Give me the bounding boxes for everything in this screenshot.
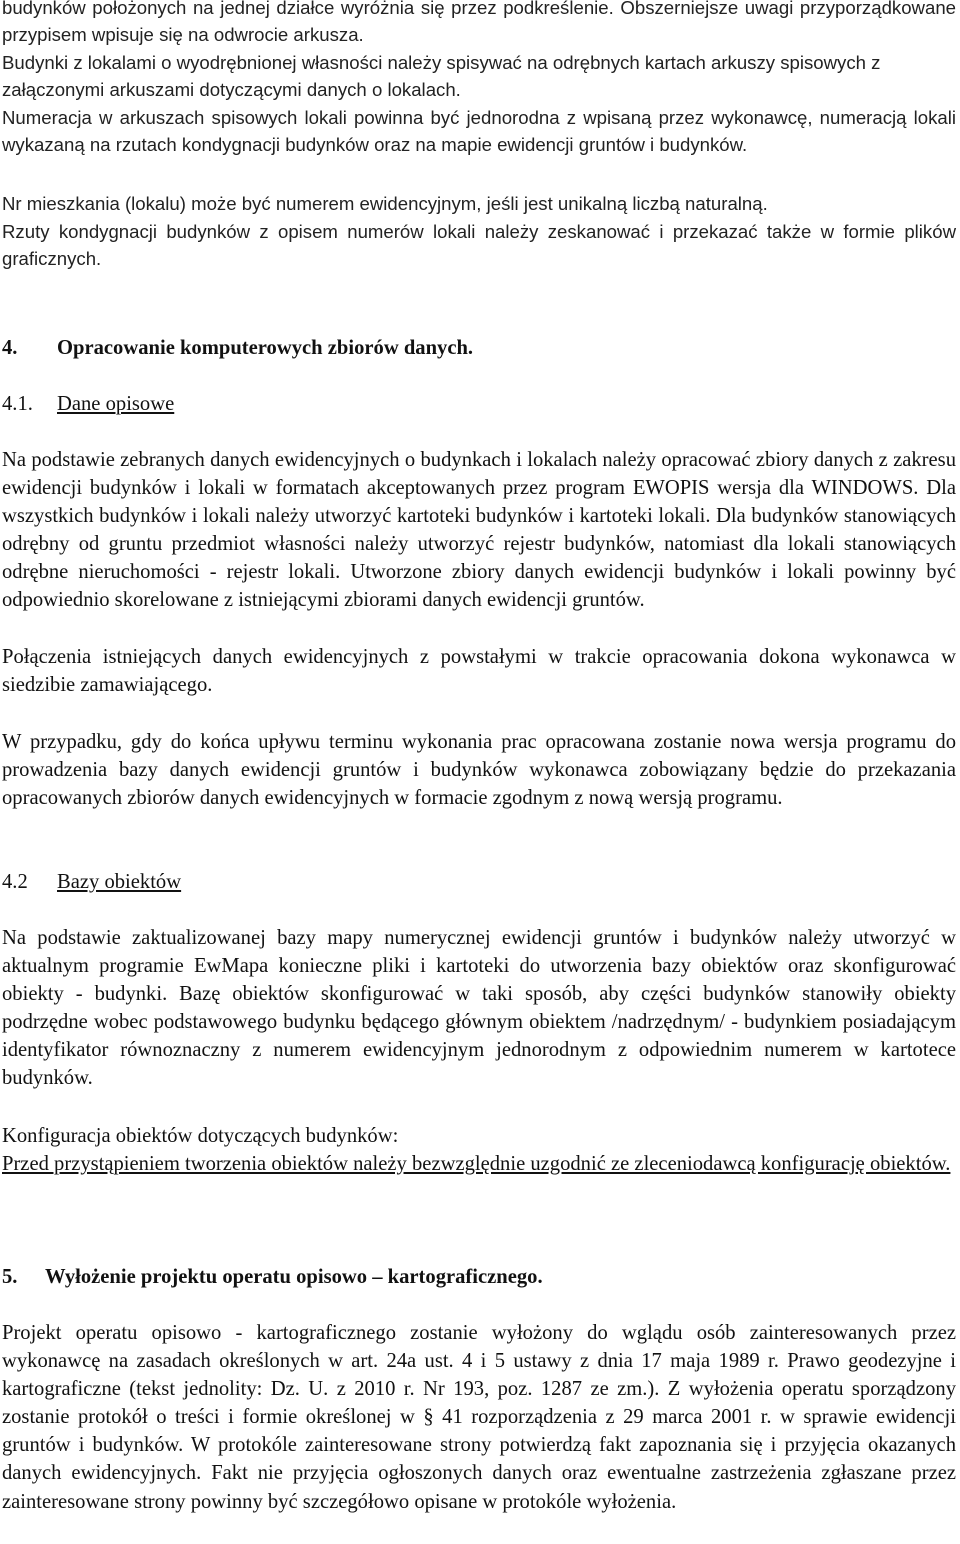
section-4-1-paragraph-3: W przypadku, gdy do końca upływu terminu wykonania prac opracowana zostanie nowa wersja programu do prowadzenia bazy danych ewidencji gruntów i budynków wykonawca zobowiązany będzie do przekazania opracowanych zbiorów danych ewidencyjnych w formacie zgodnym z nową wersją programu. xyxy=(2,731,956,810)
intro-paragraph-1: budynków położonych na jednej działce wyróżnia się przez podkreślenie. Obszerniejsze uwagi przyporządkowane przypisem wpisuje się na odwrocie arkusza. xyxy=(2,0,956,46)
subsection-4-2-heading xyxy=(2,868,956,896)
subsection-4-1-number: 4.1. xyxy=(2,393,33,415)
section-4-number: 4. xyxy=(2,337,18,359)
section-5-title: Wyłożenie projektu operatu opisowo – kartograficznego. xyxy=(45,1266,543,1288)
section-4-title: Opracowanie komputerowych zbiorów danych. xyxy=(57,337,474,359)
subsection-4-1-title: Dane opisowe xyxy=(57,393,175,415)
subsection-4-2-title: Bazy obiektów xyxy=(57,871,182,893)
intro-paragraph-4: Nr mieszkania (lokalu) może być numerem ewidencyjnym, jeśli jest unikalną liczbą naturalną. xyxy=(2,193,768,214)
section-4-1-paragraph-2: Połączenia istniejących danych ewidencyjnych z powstałymi w trakcie opracowania dokona wykonawca w siedzibie zamawiającego. xyxy=(2,646,956,697)
section-5-paragraph-1: Projekt operatu opisowo - kartograficznego zostanie wyłożony do wglądu osób zainteresowanych przez wykonawcę na zasadach określonych w art. 24a ust. 4 i 5 ustawy z dnia 17 maja 1989 r. Prawo geodezyjne i kartograficzne (tekst jednolity: Dz. U. z 2010 r. Nr 193, poz. 1287 ze zm.). Z wyłożenia operatu sporządzony zostanie protokół o treści i formie określonej w § 41 rozporządzenia z 29 marca 2001 r. w sprawie ewidencji gruntów i budynków. W protokóle zainteresowane strony potwierdzą fakt zapoznania się i przyjęcia okazanych danych ewidencyjnych. Fakt nie przyjęcia ogłoszonych danych oraz ewentualne zastrzeżenia zgłaszane przez zainteresowane strony powinny być szczegółowo opisane w protokóle wyłożenia. xyxy=(2,1322,956,1513)
section-4-heading xyxy=(2,334,956,362)
section-4-2-paragraph-3: Przed przystąpieniem tworzenia obiektów należy bezwzględnie uzgodnić ze zleceniodawcą konfigurację obiektów. xyxy=(2,1153,951,1175)
subsection-4-1-heading xyxy=(2,390,956,418)
section-4-1-paragraph-1: Na podstawie zebranych danych ewidencyjnych o budynkach i lokalach należy opracować zbiory danych z zakresu ewidencji budynków i lokali w formatach akceptowanych przez program EWOPIS wersja dla WINDOWS. Dla wszystkich budynków i lokali należy utworzyć kartoteki budynków i kartoteki lokali. Dla budynków stanowiących odrębny od gruntu przedmiot własności należy utworzyć rejestr budynków, natomiast dla lokali stanowiących odrębne nieruchomości - rejestr lokali. Utworzone zbiory danych ewidencji budynków i lokali powinny być odpowiednio skorelowane z istniejącymi zbiorami danych ewidencji gruntów. xyxy=(2,449,956,612)
section-5-number: 5. xyxy=(2,1266,18,1288)
intro-paragraph-3: Numeracja w arkuszach spisowych lokali powinna być jednorodna z wpisaną przez wykonawcę, numeracją lokali wykazaną na rzutach kondygnacji budynków oraz na mapie ewidencji gruntów i budynków. xyxy=(2,107,956,156)
intro-paragraph-5: Rzuty kondygnacji budynków z opisem numerów lokali należy zeskanować i przekazać także w formie plików graficznych. xyxy=(2,221,956,270)
section-5-heading xyxy=(2,1263,956,1291)
subsection-4-2-number: 4.2 xyxy=(2,871,28,893)
section-4-2-paragraph-1: Na podstawie zaktualizowanej bazy mapy numerycznej ewidencji gruntów i budynków należy utworzyć w aktualnym programie EwMapa konieczne pliki i kartoteki do utworzenia bazy obiektów oraz skonfigurować obiekty - budynki. Bazę obiektów skonfigurować w taki sposób, aby części budynków stanowiły obiekty podrzędne wobec podstawowego budynku będącego głównym obiektem /nadrzędnym/ - budynkiem posiadającym identyfikator równoznaczny z numerem ewidencyjnym jednorodnym z odpowiednim numerem w kartotece budynków. xyxy=(2,927,956,1090)
section-4-2-paragraph-2: Konfiguracja obiektów dotyczących budynków: xyxy=(2,1125,399,1147)
intro-paragraph-2: Budynki z lokalami o wyodrębnionej własności należy spisywać na odrębnych kartach arkuszy spisowych z załączonymi arkuszami dotyczącymi danych o lokalach. xyxy=(2,52,881,101)
